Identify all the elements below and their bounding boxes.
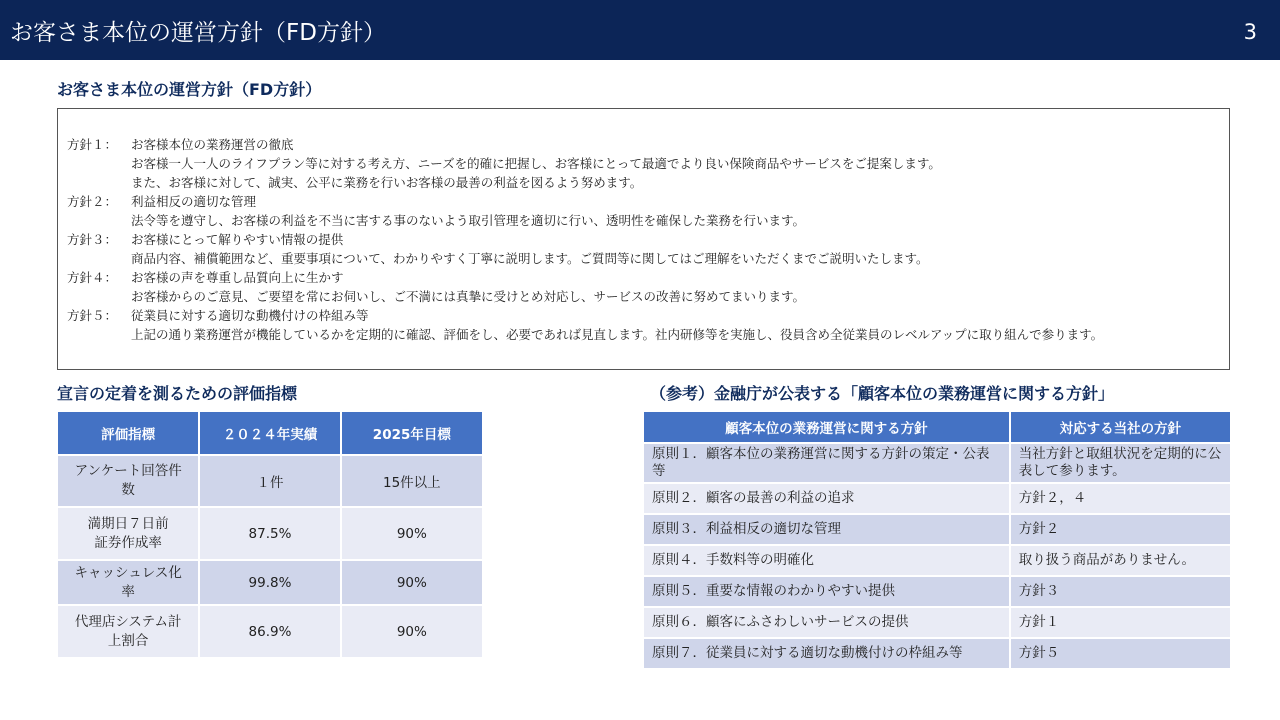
table-row <box>643 576 1231 607</box>
table-cell: 原則６．顧客にふさわしいサービスの提供 <box>643 607 1010 638</box>
policy-description: また、お客様に対して、誠実、公平に業務を行いお客様の最善の利益を図るよう努めます。 <box>131 175 643 190</box>
policy-box <box>57 108 1230 370</box>
table-row <box>643 607 1231 638</box>
table-cell: 90% <box>341 560 483 605</box>
policy-title: 従業員に対する適切な動機付けの枠組み等 <box>131 308 369 323</box>
table-cell: 86.9% <box>199 605 340 658</box>
policy-description: お客様からのご意見、ご要望を常にお伺いし、ご不満には真摯に受けとめ対応し、サービスの改善に努めてまいります。 <box>131 289 806 304</box>
fsa-title: （参考）金融庁が公表する「顧客本位の業務運営に関する方針」 <box>650 384 1115 403</box>
table-row <box>643 638 1231 669</box>
policy-description: 法令等を遵守し、お客様の利益を不当に害する事のないよう取引管理を適切に行い、透明性を確保した業務を行います。 <box>131 213 806 228</box>
table-cell: キャッシュレス化率 <box>57 560 199 605</box>
table-cell: 原則４．手数料等の明確化 <box>643 545 1010 576</box>
table-cell: アンケート回答件数 <box>57 455 199 507</box>
table-cell: 取り扱う商品がありません。 <box>1010 545 1231 576</box>
table-row <box>57 605 483 658</box>
table-cell: 原則５．重要な情報のわかりやすい提供 <box>643 576 1010 607</box>
table-cell: 原則３．利益相反の適切な管理 <box>643 514 1010 545</box>
title-bar <box>0 0 1280 60</box>
kpi-table <box>56 410 484 659</box>
table-cell: 原則２．顧客の最善の利益の追求 <box>643 483 1010 514</box>
policy-item <box>67 306 1229 325</box>
policy-title: 利益相反の適切な管理 <box>131 194 257 209</box>
table-cell: 方針５ <box>1010 638 1231 669</box>
policy-description: 商品内容、補償範囲など、重要事項について、わかりやすく丁寧に説明します。ご質問等に関してはご理解をいただくまでご説明いたします。 <box>131 251 929 266</box>
section-title: お客さま本位の運営方針（FD方針） <box>57 80 322 99</box>
table-cell: 99.8% <box>199 560 340 605</box>
table-cell: 15件以上 <box>341 455 483 507</box>
table-cell: 方針１ <box>1010 607 1231 638</box>
table-cell: 原則１．顧客本位の業務運営に関する方針の策定・公表等 <box>643 443 1010 483</box>
kpi-header: 評価指標 <box>57 411 199 455</box>
policy-item <box>67 192 1229 211</box>
kpi-title: 宣言の定着を測るための評価指標 <box>57 384 298 403</box>
table-cell: 90% <box>341 507 483 560</box>
policy-title: お客様にとって解りやすい情報の提供 <box>131 232 344 247</box>
page-number: 3 <box>1243 20 1257 44</box>
table-cell: 原則７．従業員に対する適切な動機付けの枠組み等 <box>643 638 1010 669</box>
table-row <box>643 443 1231 483</box>
policy-item <box>67 230 1229 249</box>
policy-key: 方針４： <box>67 270 118 285</box>
fsa-header: 顧客本位の業務運営に関する方針 <box>643 411 1010 443</box>
table-row <box>643 514 1231 545</box>
policy-item <box>67 135 1229 154</box>
table-cell: 満期日７日前 証券作成率 <box>57 507 199 560</box>
table-row <box>57 507 483 560</box>
table-cell: 方針３ <box>1010 576 1231 607</box>
policy-title: お客様の声を尊重し品質向上に生かす <box>131 270 344 285</box>
policy-title: お客様本位の業務運営の徹底 <box>131 137 294 152</box>
table-cell: 90% <box>341 605 483 658</box>
table-row <box>57 455 483 507</box>
table-row <box>643 483 1231 514</box>
policy-description: 上記の通り業務運営が機能しているかを定期的に確認、評価をし、必要であれば見直します。社内研修等を実施し、役員含め全従業員のレベルアップに取り組んで参ります。 <box>131 327 1104 342</box>
table-row <box>57 560 483 605</box>
kpi-header: 2025年目標 <box>341 411 483 455</box>
table-row <box>643 545 1231 576</box>
kpi-header: ２０２４年実績 <box>199 411 340 455</box>
policy-key: 方針３： <box>67 232 118 247</box>
table-cell: 87.5% <box>199 507 340 560</box>
fsa-table <box>642 410 1232 670</box>
slide-title: お客さま本位の運営方針（FD方針） <box>10 20 386 46</box>
table-cell: １件 <box>199 455 340 507</box>
policy-key: 方針１： <box>67 137 118 152</box>
table-cell: 方針２，４ <box>1010 483 1231 514</box>
policy-description: お客様一人一人のライフプラン等に対する考え方、ニーズを的確に把握し、お客様にとって最適でより良い保険商品やサービスをご提案します。 <box>131 156 941 171</box>
policy-item <box>67 268 1229 287</box>
policy-key: 方針２： <box>67 194 118 209</box>
table-cell: 代理店システム計上割合 <box>57 605 199 658</box>
policy-key: 方針５： <box>67 308 118 323</box>
table-cell: 方針２ <box>1010 514 1231 545</box>
fsa-header: 対応する当社の方針 <box>1010 411 1231 443</box>
table-cell: 当社方針と取組状況を定期的に公表して参ります。 <box>1010 443 1231 483</box>
